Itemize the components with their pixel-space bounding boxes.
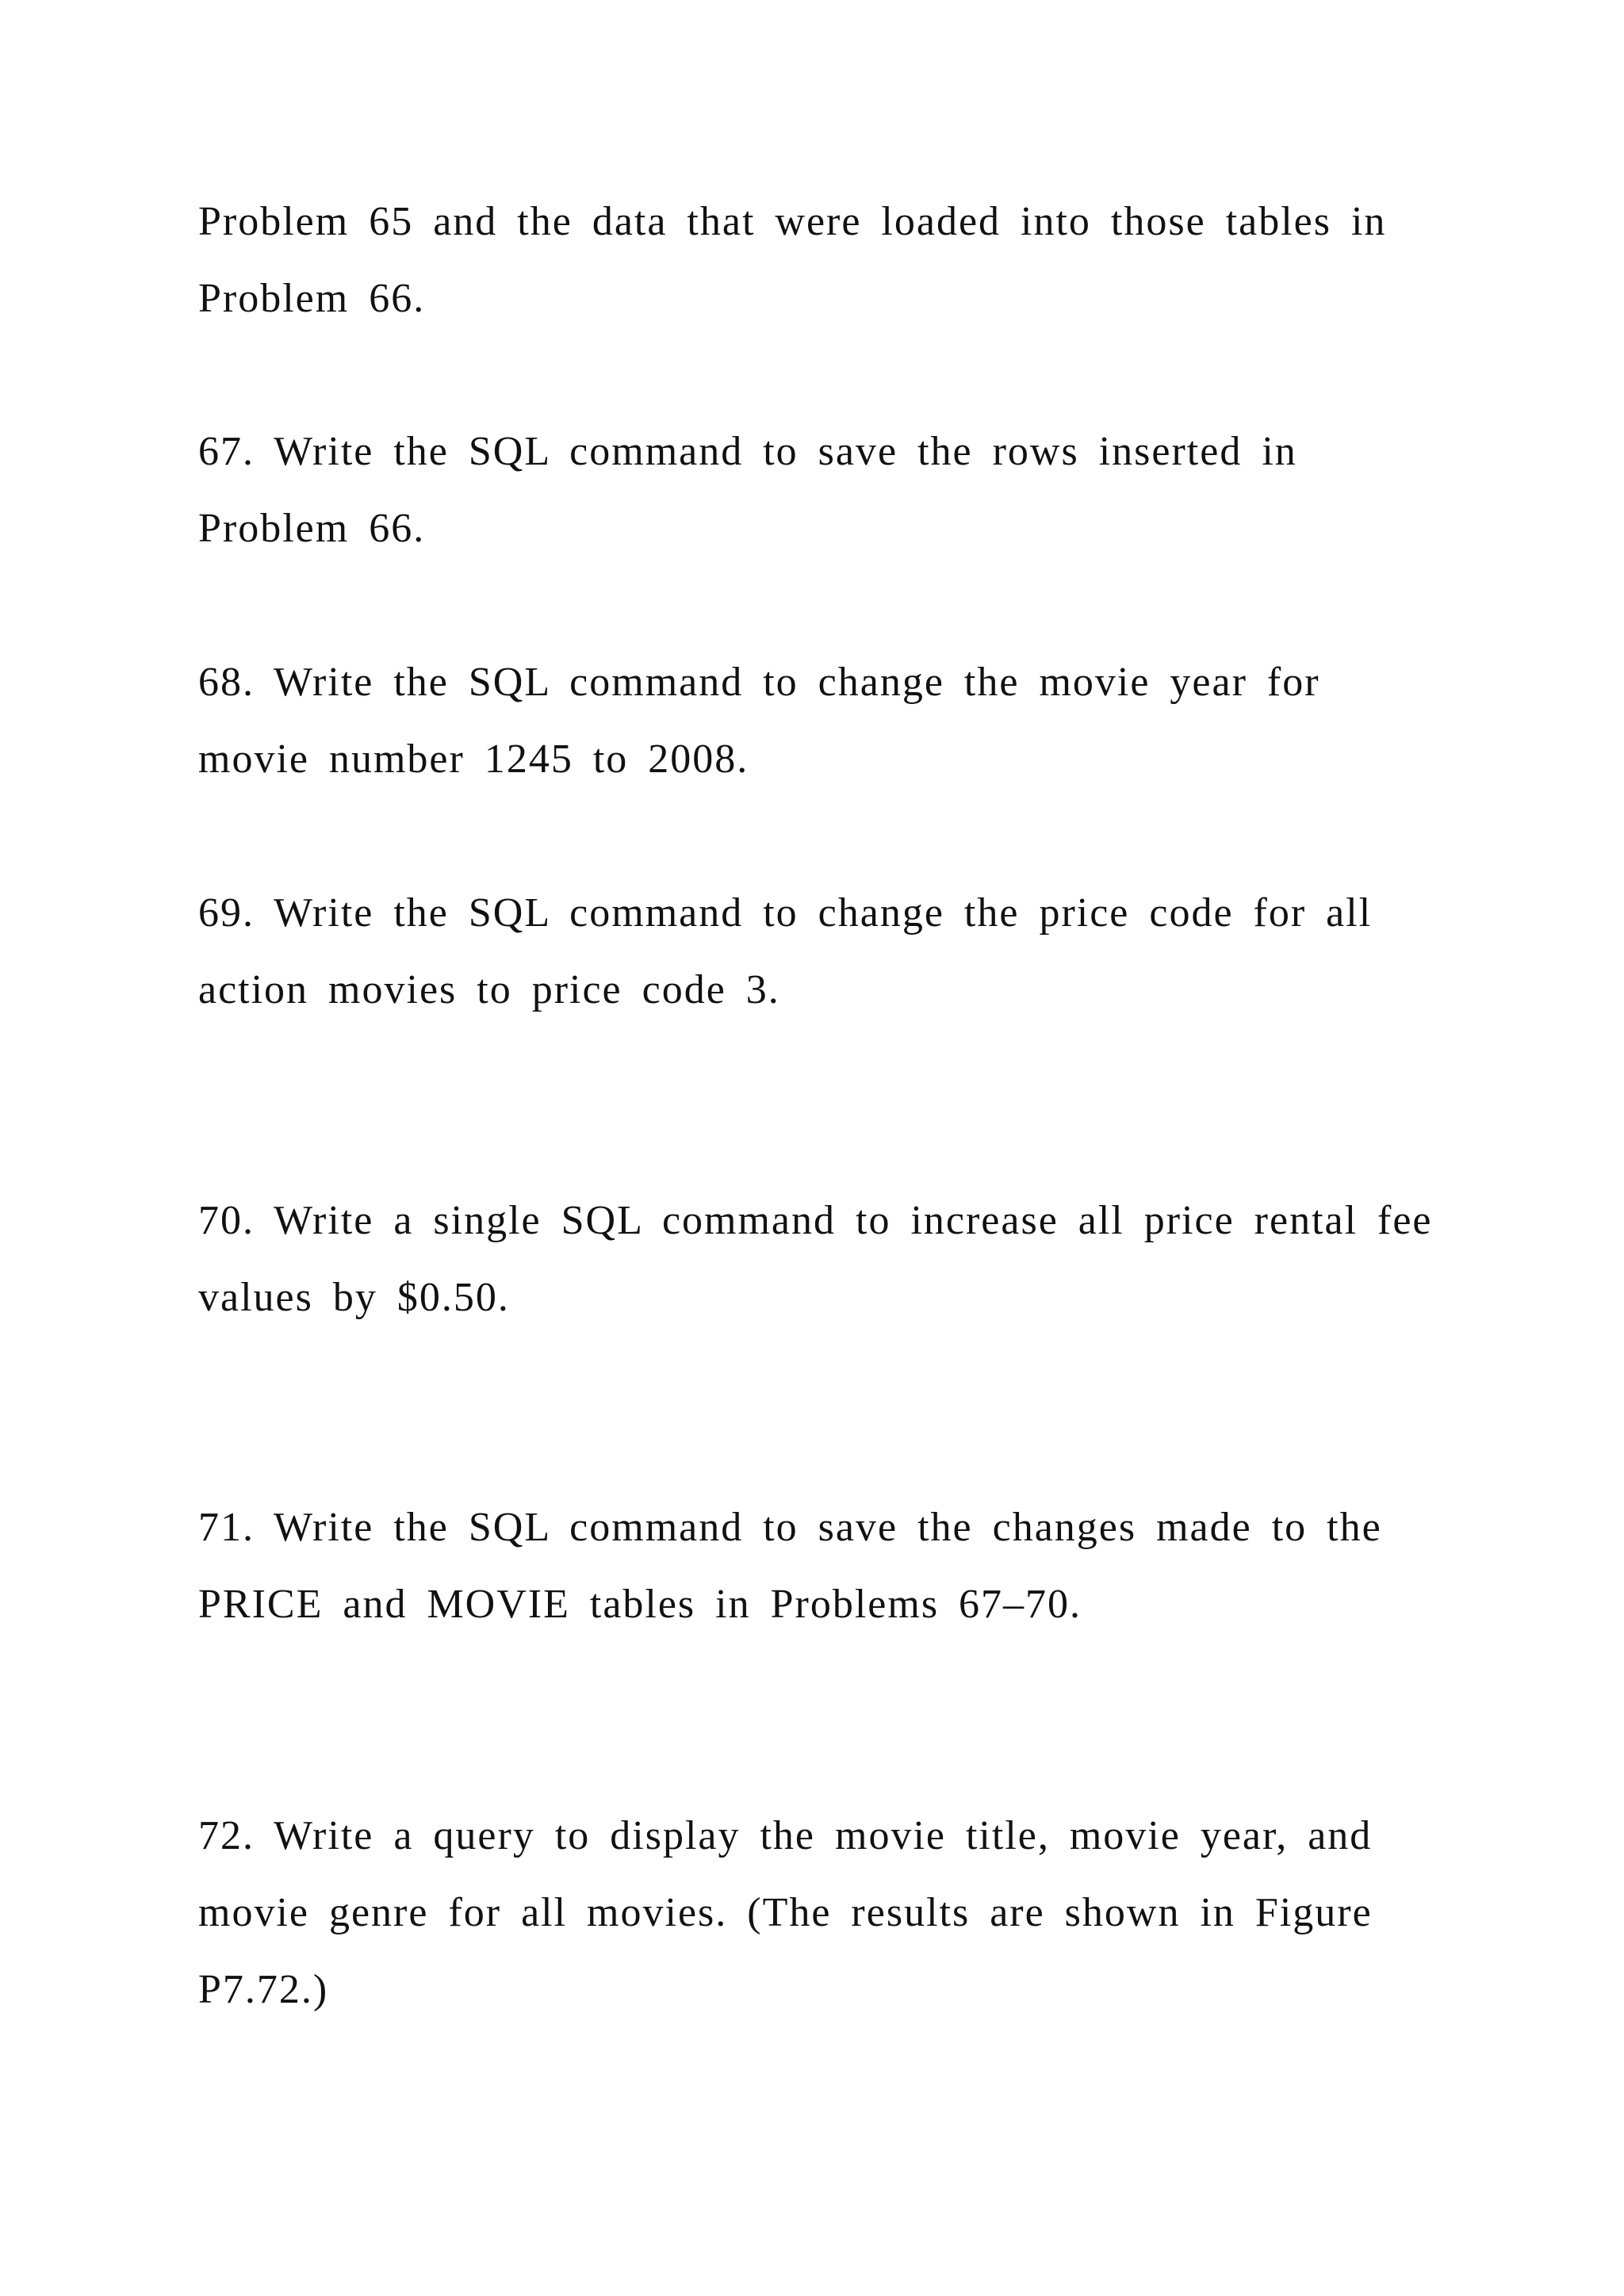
text-line: PRICE and MOVIE tables in Problems 67–70. — [198, 1582, 1082, 1627]
text-line: movie genre for all movies. (The results are shown in Figure — [198, 1890, 1373, 1935]
text-line: 71. Write the SQL command to save the changes made to the — [198, 1505, 1382, 1550]
text-line: Problem 66. — [198, 276, 426, 321]
text-line: movie number 1245 to 2008. — [198, 737, 749, 782]
text-line: Problem 65 and the data that were loaded into those tables in — [198, 199, 1387, 244]
text-line: 70. Write a single SQL command to increase all price rental fee — [198, 1198, 1433, 1243]
text-line: 72. Write a query to display the movie title, movie year, and — [198, 1813, 1373, 1858]
text-line: values by $0.50. — [198, 1275, 510, 1320]
text-line: 68. Write the SQL command to change the movie year for — [198, 660, 1320, 705]
text-line: Problem 66. — [198, 506, 426, 551]
text-line: 67. Write the SQL command to save the rows inserted in — [198, 429, 1297, 474]
text-line: P7.72.) — [198, 1967, 329, 2012]
text-line: action movies to price code 3. — [198, 967, 780, 1012]
text-line: 69. Write the SQL command to change the price code for all — [198, 890, 1373, 936]
